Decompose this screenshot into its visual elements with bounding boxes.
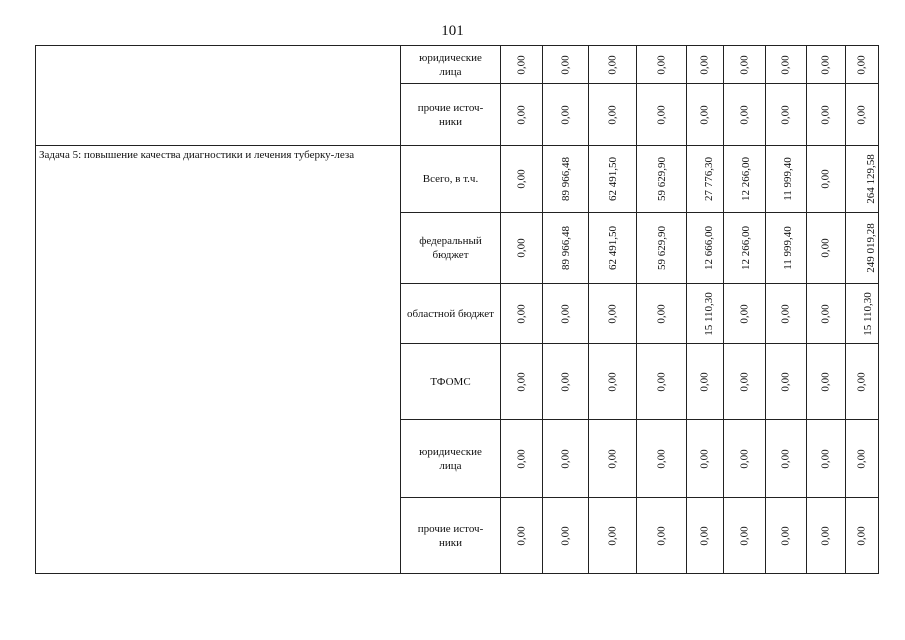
value-text: 0,00 (856, 525, 868, 546)
value-cell (807, 146, 846, 213)
value-cell (589, 146, 637, 213)
value-text: 89 966,48 (559, 226, 572, 270)
value-text: 59 629,90 (655, 226, 668, 270)
funding-source-label: прочие источ-ники (401, 498, 501, 574)
value-cell (543, 146, 589, 213)
value-cell (637, 420, 687, 498)
value-text: 0,00 (820, 448, 832, 469)
value-cell (846, 46, 879, 84)
value-cell (766, 420, 807, 498)
value-cell (637, 46, 687, 84)
value-cell (501, 84, 543, 146)
value-cell (846, 146, 879, 213)
value-text: 0,00 (606, 54, 619, 75)
value-text: 0,00 (699, 104, 711, 125)
value-cell (807, 84, 846, 146)
value-text: 0,00 (655, 525, 668, 546)
value-text: 59 629,90 (655, 157, 668, 201)
page-number: 101 (441, 23, 464, 39)
funding-source-label: областной бюджет (401, 284, 501, 344)
table-body (36, 46, 879, 574)
value-cell (637, 344, 687, 420)
value-text: 62 491,50 (606, 226, 619, 270)
value-text: 27 776,30 (703, 157, 715, 201)
value-cell (589, 284, 637, 344)
value-text: 0,00 (820, 525, 832, 546)
value-text: 0,00 (515, 54, 528, 75)
value-cell (687, 344, 724, 420)
value-text: 0,00 (738, 525, 751, 546)
value-cell (543, 344, 589, 420)
value-text: 15 110,30 (702, 291, 715, 336)
budget-table (35, 45, 879, 574)
value-cell (766, 213, 807, 284)
funding-source-label: юридические лица (401, 46, 501, 84)
funding-source-label: прочие источ-ники (401, 84, 501, 146)
value-cell (807, 213, 846, 284)
value-cell (589, 213, 637, 284)
value-cell (766, 284, 807, 344)
value-cell (637, 284, 687, 344)
value-text: 0,00 (515, 525, 528, 546)
value-text: 0,00 (606, 448, 619, 469)
value-text: 0,00 (738, 104, 751, 125)
value-text: 0,00 (606, 104, 619, 125)
value-cell (687, 284, 724, 344)
value-text: 12 266,00 (740, 157, 752, 201)
value-cell (543, 46, 589, 84)
value-text: 0,00 (655, 448, 668, 469)
value-text: 62 491,50 (606, 157, 619, 201)
value-text: 0,00 (856, 104, 868, 125)
value-text: 0,00 (515, 448, 528, 469)
value-text: 0,00 (515, 371, 528, 392)
value-cell (501, 420, 543, 498)
value-cell (724, 498, 766, 574)
value-cell (766, 146, 807, 213)
value-text: 0,00 (780, 54, 792, 75)
value-cell (543, 420, 589, 498)
value-cell (637, 84, 687, 146)
value-cell (724, 213, 766, 284)
value-text: 0,00 (559, 448, 572, 469)
value-cell (501, 284, 543, 344)
value-text: 0,00 (655, 371, 668, 392)
value-cell (687, 146, 724, 213)
value-text: 0,00 (699, 371, 711, 392)
value-text: 249 019,28 (864, 223, 877, 273)
value-text: 264 129,58 (864, 154, 877, 204)
value-cell (637, 213, 687, 284)
value-cell (846, 498, 879, 574)
value-cell (501, 46, 543, 84)
value-text: 0,00 (655, 303, 668, 324)
table-row (36, 146, 879, 213)
funding-source-label: юридические лица (401, 420, 501, 498)
value-cell (724, 420, 766, 498)
value-cell (807, 284, 846, 344)
value-cell (687, 498, 724, 574)
value-text: 0,00 (820, 169, 832, 189)
value-cell (846, 420, 879, 498)
value-text: 0,00 (820, 238, 832, 258)
value-cell (637, 146, 687, 213)
value-text: 0,00 (699, 54, 711, 75)
value-text: 0,00 (515, 303, 528, 324)
value-text: 0,00 (780, 303, 792, 324)
value-cell (807, 46, 846, 84)
value-text: 0,00 (856, 54, 868, 75)
value-text: 11 999,40 (781, 226, 794, 270)
value-text: 0,00 (820, 104, 832, 125)
value-cell (846, 344, 879, 420)
value-text: 0,00 (856, 448, 868, 469)
value-text: 0,00 (655, 54, 668, 75)
value-text: 0,00 (559, 303, 572, 324)
value-text: 0,00 (515, 169, 528, 189)
prev-task-cell (36, 46, 401, 146)
value-text: 0,00 (780, 525, 792, 546)
value-text: 0,00 (780, 448, 792, 469)
value-cell (687, 420, 724, 498)
value-cell (766, 498, 807, 574)
value-cell (589, 498, 637, 574)
value-cell (501, 498, 543, 574)
value-cell (687, 46, 724, 84)
value-text: 15 110,30 (861, 291, 874, 336)
value-text: 0,00 (699, 525, 711, 546)
value-text: 0,00 (738, 448, 751, 469)
value-text: 0,00 (820, 303, 832, 324)
value-cell (543, 84, 589, 146)
value-cell (501, 213, 543, 284)
value-cell (637, 498, 687, 574)
value-cell (724, 46, 766, 84)
value-cell (543, 284, 589, 344)
value-text: 0,00 (559, 525, 572, 546)
value-text: 0,00 (738, 54, 751, 75)
value-cell (501, 146, 543, 213)
value-text: 0,00 (699, 448, 711, 469)
value-text: 0,00 (856, 371, 868, 392)
value-text: 0,00 (780, 371, 792, 392)
value-cell (846, 84, 879, 146)
value-text: 0,00 (738, 303, 751, 324)
table-row (36, 46, 879, 84)
value-cell (589, 420, 637, 498)
value-cell (724, 146, 766, 213)
value-cell (807, 344, 846, 420)
value-cell (589, 46, 637, 84)
value-cell (766, 46, 807, 84)
value-cell (807, 498, 846, 574)
value-cell (724, 344, 766, 420)
value-text: 0,00 (559, 54, 572, 75)
value-cell (543, 498, 589, 574)
value-cell (687, 213, 724, 284)
value-cell (501, 344, 543, 420)
funding-source-label: ТФОМС (401, 344, 501, 420)
value-text: 11 999,40 (781, 157, 794, 201)
value-cell (807, 420, 846, 498)
value-text: 0,00 (559, 104, 572, 125)
task-5-title: Задача 5: повышение качества диагностики и лечения туберку-леза (36, 146, 401, 574)
value-cell (589, 344, 637, 420)
value-cell (724, 84, 766, 146)
funding-source-label: федеральный бюджет (401, 213, 501, 284)
value-text: 0,00 (655, 104, 668, 125)
value-cell (687, 84, 724, 146)
value-text: 0,00 (606, 525, 619, 546)
value-text: 0,00 (606, 371, 619, 392)
value-text: 89 966,48 (559, 157, 572, 201)
value-cell (766, 84, 807, 146)
value-text: 0,00 (515, 238, 528, 258)
value-text: 0,00 (780, 104, 792, 125)
value-cell (766, 344, 807, 420)
value-text: 0,00 (559, 371, 572, 392)
value-cell (846, 284, 879, 344)
value-text: 0,00 (820, 54, 832, 75)
value-text: 0,00 (738, 371, 751, 392)
value-text: 0,00 (515, 104, 528, 125)
funding-source-label: Всего, в т.ч. (401, 146, 501, 213)
value-cell (589, 84, 637, 146)
value-text: 12 266,00 (740, 226, 752, 270)
value-cell (724, 284, 766, 344)
value-text: 12 666,00 (703, 226, 715, 270)
value-cell (846, 213, 879, 284)
value-text: 0,00 (820, 371, 832, 392)
value-cell (543, 213, 589, 284)
value-text: 0,00 (606, 303, 619, 324)
